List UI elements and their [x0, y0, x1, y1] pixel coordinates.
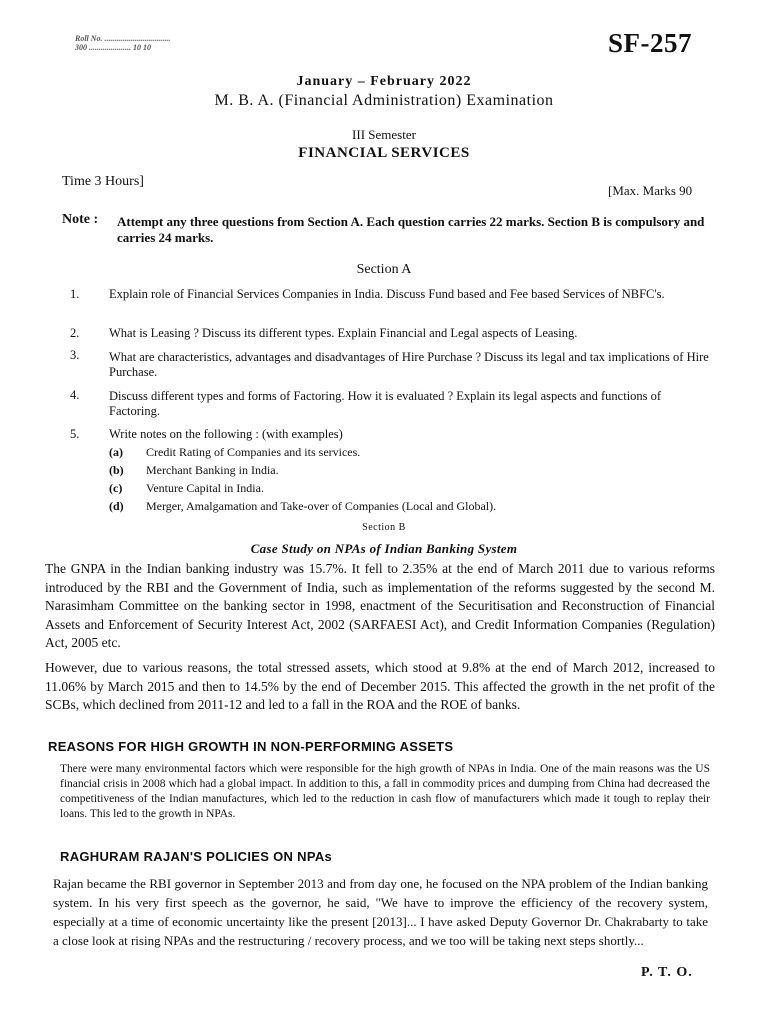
semester: III Semester — [352, 127, 416, 142]
question-number: 3. — [70, 348, 80, 362]
roll-number-line: Roll No. ................................. — [75, 34, 171, 43]
sub-item-text: Credit Rating of Companies and its services. — [146, 445, 361, 459]
paper-code: SF-257 — [608, 28, 692, 58]
sub-item-label: (c) — [109, 481, 123, 495]
exam-title: M. B. A. (Financial Administration) Examination — [214, 92, 554, 109]
case-paragraph: However, due to various reasons, the total stressed assets, which stood at 9.8% at the end of March 2012, increased to 11.06% by March 2015 and then to 14.5% by the end of December 2015. This affected the growth in the net profit of the SCBs, which declined from 2011-12 and led to a fall in the ROA and the ROE of banks. — [45, 660, 715, 712]
sub-item-text: Merchant Banking in India. — [146, 463, 279, 477]
time-allowed: Time 3 Hours] — [62, 174, 144, 189]
note-label: Note : — [62, 212, 99, 227]
question-text: Discuss different types and forms of Factoring. How it is evaluated ? Explain its legal aspects and functions of Factoring. — [109, 389, 662, 418]
question-text: Write notes on the following : (with examples) — [109, 427, 343, 441]
page-turn-note: P. T. O. — [641, 965, 693, 980]
note-text: Attempt any three questions from Section A. Each question carries 22 marks. Section B is compulsory and carries 24 marks. — [117, 214, 705, 245]
question-number: 1. — [70, 287, 80, 301]
case-paragraph: The GNPA in the Indian banking industry was 15.7%. It fell to 2.35% at the end of March 2011 due to various reforms introduced by the RBI and the Government of India, such as implementation of the reforms suggested by the second M. Narasimham Committee on the banking sector in 1998, enactment of the Securitisation and Reconstruction of Financial Assets and Enforcement of Security Interest Act, 2002 (SARFAESI Act), and Credit Information Companies (Regulation) Act, 2005 etc. — [45, 561, 715, 650]
question-text: What are characteristics, advantages and disadvantages of Hire Purchase ? Discuss its legal and tax implications of Hire Purchase. — [109, 350, 709, 379]
subject-title: FINANCIAL SERVICES — [298, 145, 470, 161]
exam-date: January – February 2022 — [296, 74, 472, 89]
question-text: Explain role of Financial Services Companies in India. Discuss Fund based and Fee based Services of NBFC's. — [109, 287, 665, 301]
question-number: 4. — [70, 388, 80, 402]
section-subheading: REASONS FOR HIGH GROWTH IN NON-PERFORMING ASSETS — [48, 739, 454, 754]
question-number: 5. — [70, 427, 80, 441]
question-text: What is Leasing ? Discuss its different types. Explain Financial and Legal aspects of Leasing. — [109, 326, 578, 340]
question-number: 2. — [70, 326, 80, 340]
max-marks: [Max. Marks 90 — [608, 183, 693, 198]
roll-number-digits: 300 ..................... 10 10 — [75, 43, 151, 52]
case-study-title: Case Study on NPAs of Indian Banking System — [250, 541, 518, 556]
sub-item-label: (b) — [109, 463, 124, 477]
sub-item-label: (a) — [109, 445, 123, 459]
section-b-heading: Section B — [362, 522, 406, 533]
sub-item-label: (d) — [109, 499, 124, 513]
case-paragraph: There were many environmental factors which were responsible for the high growth of NPAs in India. One of the main reasons was the US financial crisis in 2008 which had a global impact. In addition to this, a fall in commodity prices and dumping from China had decreased the competitiveness of the Indian manufactures, which led to the reduction in cash flow of manufacturers which made it tough to replay their loans. This led to the growth in NPAs. — [60, 763, 710, 820]
sub-item-text: Venture Capital in India. — [146, 481, 264, 495]
section-a-heading: Section A — [356, 262, 412, 277]
section-subheading: RAGHURAM RAJAN'S POLICIES ON NPAs — [60, 849, 333, 864]
sub-item-text: Merger, Amalgamation and Take-over of Companies (Local and Global). — [146, 499, 497, 513]
case-paragraph: Rajan became the RBI governor in September 2013 and from day one, he focused on the NPA problem of the Indian banking system. In his very first speech as the governor, he said, "We have to improve the efficiency of the recovery system, especially at a time of economic uncertainty like the present [2013]... I have asked Deputy Governor Dr. Chakrabarty to take a close look at rising NPAs and the restructuring / recovery process, and we too will be taking next steps shortly... — [53, 876, 708, 948]
roll-number-field — [75, 34, 171, 52]
